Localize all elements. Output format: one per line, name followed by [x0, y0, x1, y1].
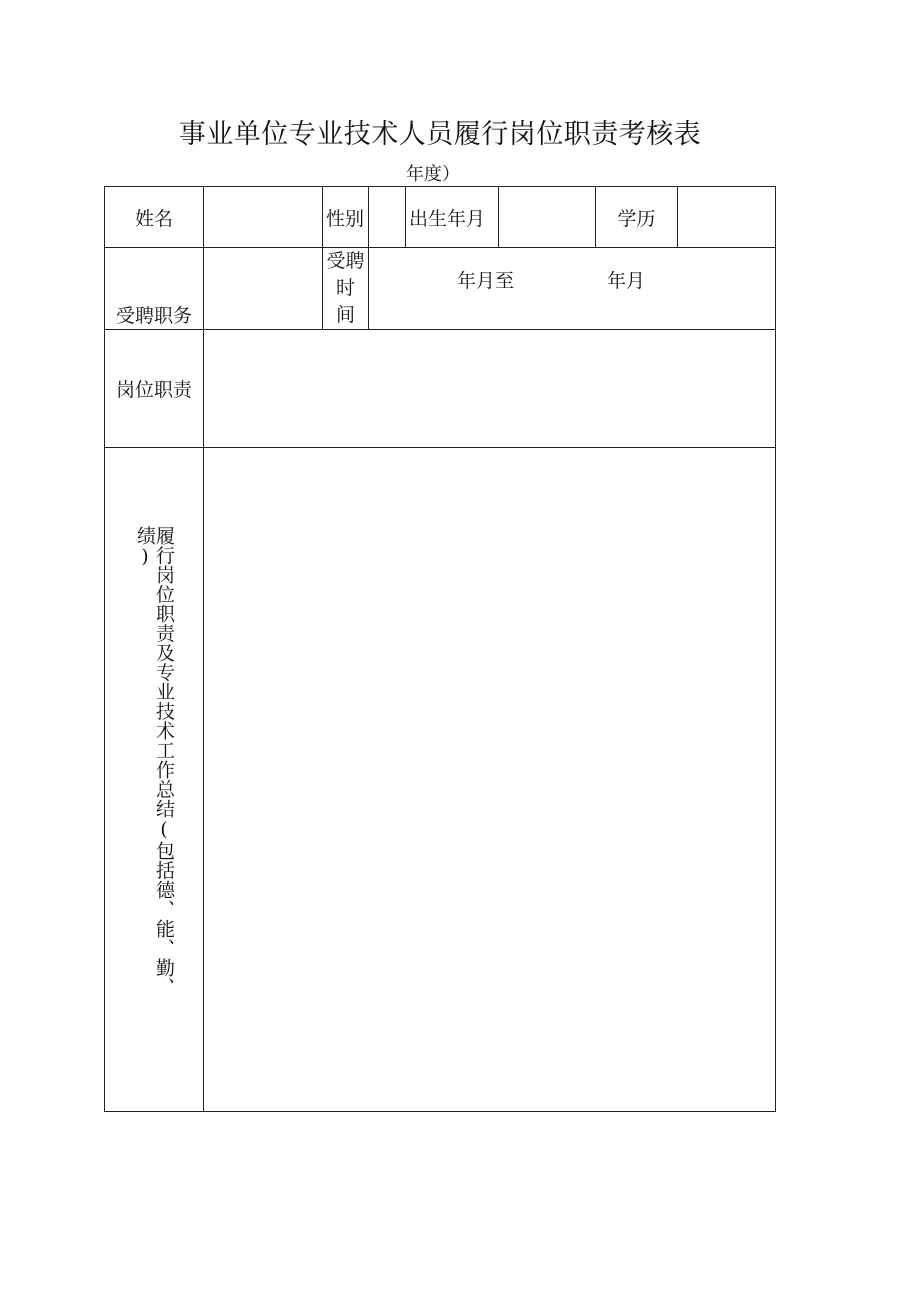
position-field[interactable] [204, 248, 323, 330]
row-position [105, 248, 776, 330]
tenure-to-text: 年月 [607, 270, 646, 292]
tenure-label-line1: 受聘时 [326, 250, 365, 299]
document-title: 事业单位专业技术人员履行岗位职责考核表 [178, 119, 702, 150]
tenure-label-line2: 间 [335, 304, 355, 326]
birth-date-label: 出生年月 [406, 187, 499, 248]
duties-field[interactable] [204, 330, 776, 448]
year-label: 年度） [406, 164, 460, 185]
row-summary [105, 448, 776, 1112]
summary-label-cell [105, 448, 204, 1112]
tenure-label [323, 248, 369, 330]
education-label: 学历 [596, 187, 678, 248]
tenure-from-text: 年月至 [457, 270, 515, 292]
summary-field[interactable] [204, 448, 776, 1112]
summary-label: 履行岗位职责及专业技术工作总结(包括德、能、勤、绩) [134, 526, 175, 997]
education-field[interactable] [678, 187, 776, 248]
name-label: 姓名 [105, 187, 204, 248]
tenure-field[interactable] [369, 248, 776, 330]
assessment-form [104, 186, 776, 1112]
name-field[interactable] [204, 187, 323, 248]
gender-label: 性别 [323, 187, 369, 248]
position-label: 受聘职务 [105, 248, 204, 330]
row-duties [105, 330, 776, 448]
duties-label: 岗位职责 [105, 330, 204, 448]
birth-date-field[interactable] [499, 187, 596, 248]
gender-field[interactable] [369, 187, 406, 248]
row-basic-info [105, 187, 776, 248]
